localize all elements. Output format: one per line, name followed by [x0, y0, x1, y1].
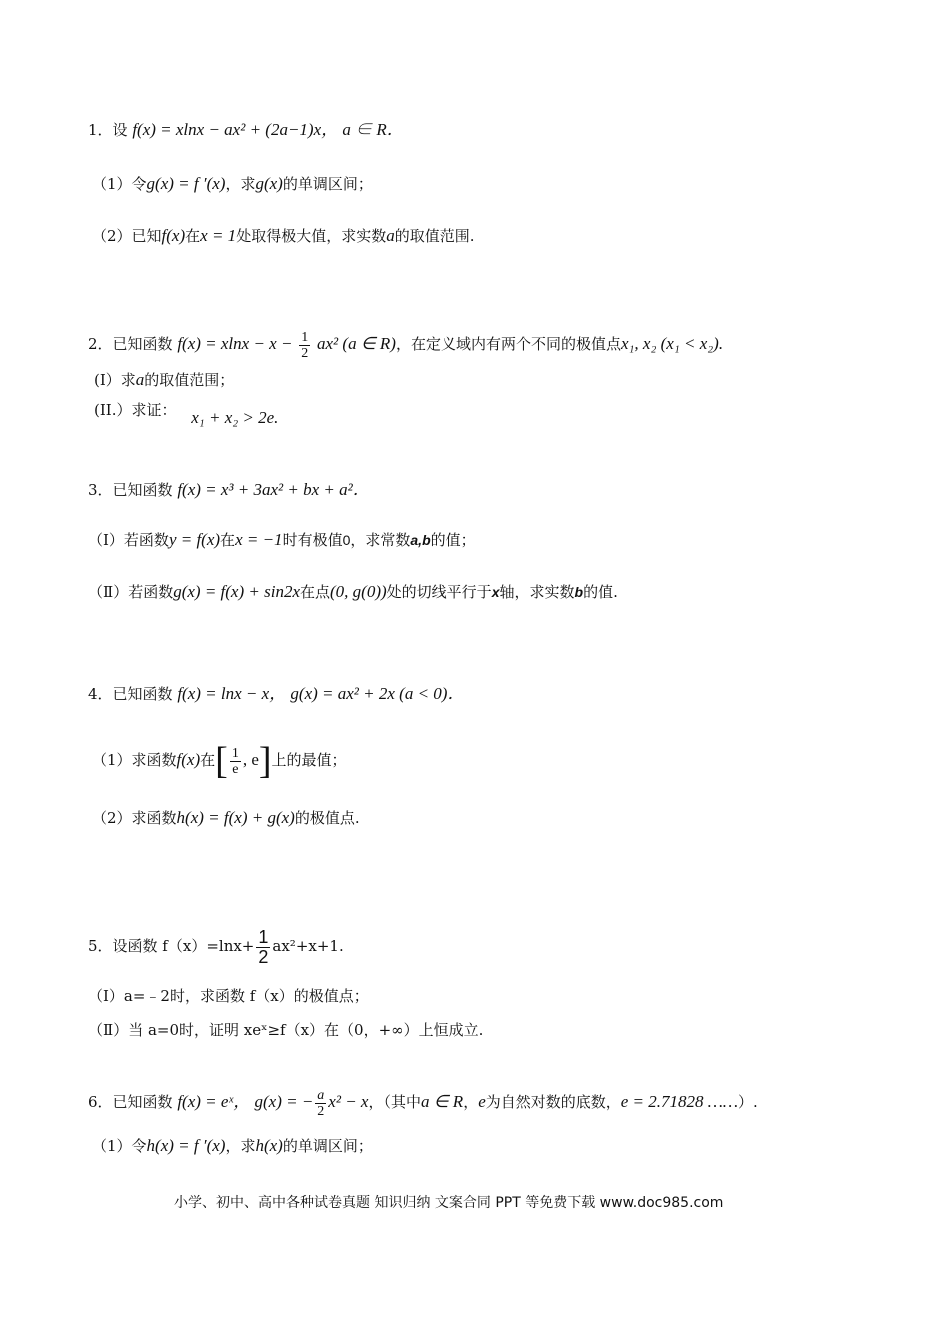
problem-4-part-1: （1）求函数f(x)在[ $\frac{1}{e}$ , e]上的最值； [92, 740, 347, 782]
problem-4-title: 4．已知函数 f(x) = lnx − x， g(x) = ax² + 2x (a < 0)． [88, 684, 465, 703]
problem-4-part-2: （2）求函数h(x) = f(x) + g(x)的极值点. [92, 808, 360, 827]
problem-1-title: 1．设 f(x) = xlnx − ax² + (2a−1)x， a ∈ R． [88, 120, 404, 139]
footer-text: 小学、初中、高中各种试卷真题 知识归纳 文案合同 PPT 等免费下载 www.doc985.com [174, 1195, 724, 1211]
problem-3-part-2: （Ⅱ）若函数g(x) = f(x) + sin2x在点(0, g(0))处的切线平行于x轴，求实数b的值. [88, 582, 618, 601]
fraction-one-over-e: $\frac{1}{e}$ [231, 745, 239, 777]
problem-1-expression: f(x) = xlnx − ax² + (2a−1)x， a ∈ R． [132, 120, 404, 139]
problem-3-title: 3．已知函数 f(x) = x³ + 3ax² + bx + a²． [88, 480, 370, 499]
left-bracket-icon: [ [215, 740, 228, 782]
problem-5-part-1: （Ⅰ）a=﹣2时，求函数 f（x）的极值点； [88, 987, 369, 1005]
problem-1-part-2: （2）已知f(x)在x = 1处取得极大值，求实数a的取值范围. [92, 226, 475, 245]
right-bracket-icon: ] [258, 740, 272, 782]
problem-2-title: 2．已知函数 f(x) = xlnx − x − $\frac{1}{2}$ ax² (a ∈ R)，在定义域内有两个不同的极值点x₁, x₂ (x₁ < x₂). [88, 329, 724, 361]
fraction-one-half: $\frac{1}{2}$ [301, 329, 309, 361]
fraction-a-over-2: $\frac{a}{2}$ [317, 1087, 325, 1119]
problem-1-part-1: （1）令g(x) = f ′(x)，求g(x)的单调区间； [92, 174, 373, 193]
problem-2-part-2: (II.）求证： x₁ + x₂ > 2e. [94, 401, 279, 427]
problem-5-title: 5．设函数 f（x）=lnx+ $\frac{1}{2}$ ax²+x+1. [88, 926, 344, 967]
problem-2-part-1: (I）求a的取值范围； [94, 370, 235, 389]
fraction-one-half: $\frac{1}{2}$ [258, 926, 269, 967]
problem-6-title: 6．已知函数 f(x) = eˣ， g(x) = − $\frac{a}{2}$ x² − x，（其中a ∈ R，e为自然对数的底数，e = 2.71828 ……）. [88, 1087, 758, 1119]
problem-3-part-1: （Ⅰ）若函数y = f(x)在x = −1时有极值0，求常数a,b的值； [88, 530, 476, 549]
problem-5-part-2: （Ⅱ）当 a=0时，证明 xeˣ≥f（x）在（0，+∞）上恒成立. [88, 1021, 484, 1039]
problem-6-part-1: （1）令h(x) = f ′(x)，求h(x)的单调区间； [92, 1136, 373, 1155]
